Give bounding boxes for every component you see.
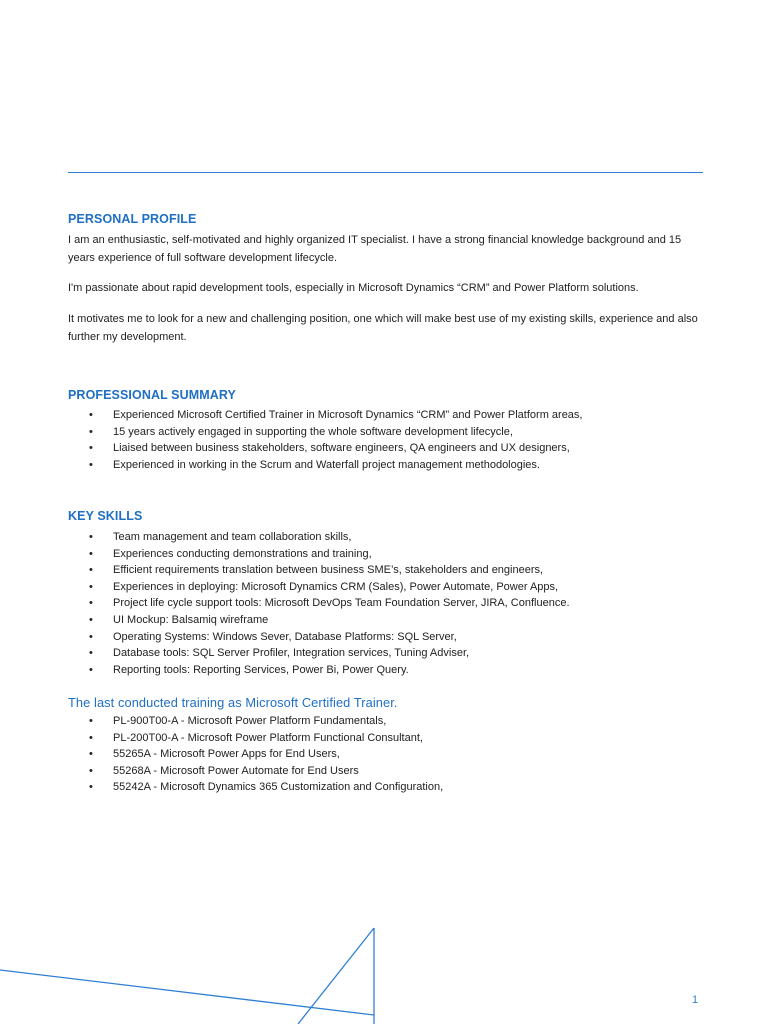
- bullet-icon: •: [89, 442, 93, 455]
- bullet-icon: •: [89, 580, 93, 593]
- list-item-text: PL-200T00-A - Microsoft Power Platform Functional Consultant,: [113, 731, 423, 744]
- bullet-icon: •: [89, 597, 93, 610]
- list-item-text: 55265A - Microsoft Power Apps for End Users,: [113, 748, 340, 761]
- training-heading: The last conducted training as Microsoft Certified Trainer.: [68, 695, 398, 710]
- list-item-text: Operating Systems: Windows Sever, Database Platforms: SQL Server,: [113, 630, 457, 643]
- list-item-text: 55242A - Microsoft Dynamics 365 Customization and Configuration,: [113, 781, 444, 794]
- bullet-icon: •: [89, 630, 93, 643]
- bullet-icon: •: [89, 715, 93, 727]
- list-item-text: UI Mockup: Balsamiq wireframe: [113, 613, 269, 626]
- personal-profile-heading: PERSONAL PROFILE: [68, 212, 197, 226]
- bullet-icon: •: [89, 663, 93, 676]
- list-item-text: Experienced Microsoft Certified Trainer in Microsoft Dynamics “CRM” and Power Platform areas,: [113, 409, 583, 421]
- list-item-text: Experiences conducting demonstrations and training,: [113, 547, 372, 560]
- bullet-icon: •: [89, 731, 93, 744]
- list-item-text: Database tools: SQL Server Profiler, Integration services, Tuning Adviser,: [113, 647, 470, 660]
- list-item-text: Experienced in working in the Scrum and Waterfall project management methodologies.: [113, 458, 540, 471]
- list-item-text: Team management and team collaboration skills,: [113, 531, 352, 543]
- list-item-text: 15 years actively engaged in supporting the whole software development lifecycle,: [113, 425, 513, 438]
- bullet-icon: •: [89, 613, 93, 626]
- professional-summary-heading: PROFESSIONAL SUMMARY: [68, 388, 236, 402]
- list-item-text: 55268A - Microsoft Power Automate for End Users: [113, 764, 359, 777]
- bullet-icon: •: [89, 781, 93, 794]
- key-skills-heading: KEY SKILLS: [68, 509, 143, 523]
- footer-diagonal-line: [0, 970, 374, 1015]
- bullet-icon: •: [89, 748, 93, 761]
- profile-paragraph-1: I am an enthusiastic, self-motivated and highly organized IT specialist. I have a strong financial knowledge background and 15 years experience of full software development lifecycle.: [68, 234, 682, 264]
- profile-paragraph-2: I'm passionate about rapid development tools, especially in Microsoft Dynamics “CRM” and Power Platform solutions.: [68, 282, 639, 294]
- page-number: 1: [692, 994, 699, 1006]
- bullet-icon: •: [89, 409, 93, 421]
- bullet-icon: •: [89, 647, 93, 660]
- list-item-text: PL-900T00-A - Microsoft Power Platform Fundamentals,: [113, 715, 387, 727]
- list-item-text: Experiences in deploying: Microsoft Dynamics CRM (Sales), Power Automate, Power Apps,: [113, 580, 559, 593]
- bullet-icon: •: [89, 764, 93, 777]
- list-item-text: Reporting tools: Reporting Services, Power Bi, Power Query.: [113, 663, 409, 676]
- bullet-icon: •: [89, 425, 93, 438]
- bullet-icon: •: [89, 458, 93, 471]
- bullet-icon: •: [89, 531, 93, 543]
- bullet-icon: •: [89, 547, 93, 560]
- profile-paragraph-3: It motivates me to look for a new and challenging position, one which will make best use of my existing skills, experience and also further my development.: [68, 313, 698, 343]
- footer-slant-line: [298, 928, 374, 1024]
- list-item-text: Liaised between business stakeholders, software engineers, QA engineers and UX designers,: [113, 442, 570, 455]
- list-item-text: Project life cycle support tools: Microsoft DevOps Team Foundation Server, JIRA, Confluence.: [113, 597, 570, 610]
- bullet-icon: •: [89, 564, 93, 577]
- list-item-text: Efficient requirements translation between business SME’s, stakeholders and engineers,: [113, 564, 544, 577]
